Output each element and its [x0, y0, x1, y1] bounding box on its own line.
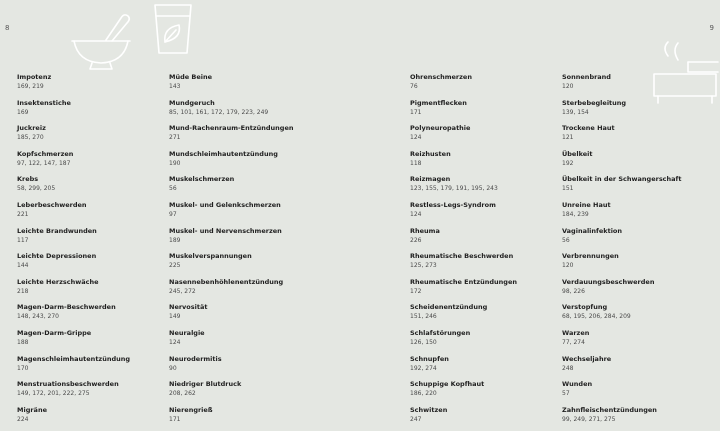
index-page-refs: 57 — [562, 390, 570, 398]
index-entry — [562, 124, 702, 150]
index-entry — [169, 303, 309, 329]
index-term: Mund-Rachenraum-Entzündungen — [169, 124, 294, 133]
index-term: Leichte Brandwunden — [17, 226, 97, 235]
page-number-right: 9 — [709, 24, 714, 32]
index-entry — [562, 406, 702, 431]
index-term: Leichte Herzschwäche — [17, 277, 99, 286]
index-page-refs: 97, 122, 147, 187 — [17, 159, 71, 167]
index-page-refs: 125, 273 — [410, 262, 437, 270]
index-term: Magen-Darm-Grippe — [17, 328, 92, 337]
index-term: Krebs — [17, 175, 39, 184]
index-page-refs: 76 — [410, 83, 418, 90]
index-page-refs: 226 — [410, 236, 422, 244]
index-term: Sonnenbrand — [562, 73, 611, 81]
index-term: Schuppige Kopfhaut — [410, 380, 485, 389]
index-page-refs: 117 — [17, 236, 29, 244]
index-page-refs: 225 — [169, 262, 181, 270]
index-page-refs: 151 — [562, 185, 574, 193]
index-term: Kopfschmerzen — [17, 149, 74, 158]
index-column-2 — [169, 73, 309, 431]
index-entry — [562, 278, 702, 304]
index-term: Zahnfleischentzündungen — [562, 405, 657, 414]
index-page-refs: 98, 226 — [562, 287, 585, 295]
index-entry — [562, 175, 702, 201]
index-term: Schnupfen — [410, 354, 449, 363]
index-page-refs: 188 — [17, 338, 29, 346]
index-term: Magenschleimhautentzündung — [17, 354, 131, 363]
index-entry — [17, 73, 157, 99]
index-term: Rheumatische Entzündungen — [410, 277, 517, 286]
index-entry — [562, 252, 702, 278]
index-entry — [410, 124, 550, 150]
index-page-refs: 224 — [17, 415, 29, 423]
index-entry — [562, 380, 702, 406]
index-page-refs: 90 — [169, 364, 177, 372]
index-page-refs: 124 — [410, 210, 422, 218]
index-entry — [410, 150, 550, 176]
index-entry — [17, 150, 157, 176]
index-entry — [17, 201, 157, 227]
index-term: Juckreiz — [17, 124, 46, 133]
index-entry — [169, 227, 309, 253]
index-entry — [410, 99, 550, 125]
index-term: Reizmagen — [410, 175, 451, 184]
index-page-refs: 123, 155, 179, 191, 195, 243 — [410, 185, 498, 193]
index-term: Menstruationsbeschwerden — [17, 380, 119, 389]
index-term: Schwitzen — [410, 405, 448, 414]
index-entry — [410, 303, 550, 329]
index-entry — [169, 73, 309, 99]
index-term: Muskelverspannungen — [169, 252, 252, 261]
index-column-3 — [410, 73, 550, 431]
index-term: Nasennebenhöhlenentzündung — [169, 277, 284, 286]
index-entry — [410, 201, 550, 227]
index-term: Nierengrieß — [169, 405, 213, 414]
index-term: Impotenz — [17, 73, 52, 81]
index-entry — [562, 201, 702, 227]
index-term: Reizhusten — [410, 149, 451, 158]
index-page-refs: 85, 101, 161, 172, 179, 223, 249 — [169, 108, 269, 116]
index-term: Mundschleimhautentzündung — [169, 149, 278, 158]
index-entry — [410, 380, 550, 406]
index-page-refs: 144 — [17, 262, 29, 270]
index-column-4 — [562, 73, 702, 431]
index-page-refs: 151, 246 — [410, 313, 437, 321]
index-term: Neurodermitis — [169, 354, 222, 363]
index-term: Schlafstörungen — [410, 328, 471, 337]
index-term: Niedriger Blutdruck — [169, 380, 242, 389]
index-entry — [410, 252, 550, 278]
index-page-refs: 170 — [17, 364, 29, 372]
index-entry — [17, 380, 157, 406]
index-term: Migräne — [17, 405, 47, 414]
index-page-refs: 218 — [17, 287, 29, 295]
index-term: Sterbebegleitung — [562, 98, 627, 107]
index-page-refs: 77, 274 — [562, 338, 585, 346]
index-page-refs: 185, 270 — [17, 134, 44, 142]
index-entry — [17, 227, 157, 253]
index-entry — [410, 175, 550, 201]
index-term: Trockene Haut — [562, 124, 615, 133]
index-term: Wunden — [562, 380, 593, 389]
index-entry — [562, 73, 702, 99]
index-entry — [410, 73, 550, 99]
index-term: Übelkeit in der Schwangerschaft — [562, 175, 682, 184]
index-term: Verbrennungen — [562, 252, 619, 261]
index-page-refs: 190 — [169, 159, 181, 167]
index-term: Nervosität — [169, 303, 208, 312]
index-entry — [169, 329, 309, 355]
index-page-refs: 271 — [169, 134, 181, 142]
index-page-refs: 99, 249, 271, 275 — [562, 415, 616, 423]
index-term: Verstopfung — [562, 303, 608, 312]
index-entry — [17, 278, 157, 304]
index-page-refs: 192, 274 — [410, 364, 437, 372]
index-page-refs: 139, 154 — [562, 108, 589, 116]
index-term: Magen-Darm-Beschwerden — [17, 303, 116, 312]
index-page-refs: 172 — [410, 287, 422, 295]
index-entry — [169, 278, 309, 304]
index-entry — [410, 227, 550, 253]
index-page-refs: 143 — [169, 83, 181, 90]
index-entry — [562, 303, 702, 329]
index-entry — [562, 227, 702, 253]
index-page-refs: 189 — [169, 236, 181, 244]
index-term: Scheidenentzündung — [410, 303, 488, 312]
index-entry — [169, 99, 309, 125]
index-entry — [169, 175, 309, 201]
index-page-refs: 248 — [562, 364, 574, 372]
index-term: Muskelschmerzen — [169, 175, 235, 184]
index-entry — [410, 329, 550, 355]
index-term: Muskel- und Nervenschmerzen — [169, 226, 282, 235]
index-term: Vaginalinfektion — [562, 226, 623, 235]
index-term: Unreine Haut — [562, 200, 611, 209]
index-page-refs: 169 — [17, 108, 29, 116]
index-page-refs: 192 — [562, 159, 574, 167]
index-page-refs: 149, 172, 201, 222, 275 — [17, 390, 90, 398]
index-term: Müde Beine — [169, 73, 213, 81]
index-page-refs: 169, 219 — [17, 83, 44, 90]
index-entry — [17, 355, 157, 381]
index-term: Pigmentflecken — [410, 98, 467, 107]
index-entry — [17, 99, 157, 125]
index-column-1 — [17, 73, 157, 431]
index-entry — [169, 124, 309, 150]
index-page-refs: 171 — [410, 108, 422, 116]
index-page-refs: 124 — [169, 338, 181, 346]
index-page-refs: 121 — [562, 134, 574, 142]
index-page-refs: 247 — [410, 415, 422, 423]
index-page-refs: 184, 239 — [562, 210, 589, 218]
index-entry — [169, 252, 309, 278]
index-page-refs: 186, 220 — [410, 390, 437, 398]
index-page-refs: 245, 272 — [169, 287, 196, 295]
index-entry — [169, 380, 309, 406]
index-page-refs: 208, 262 — [169, 390, 196, 398]
index-page-refs: 149 — [169, 313, 181, 321]
index-entry — [410, 355, 550, 381]
index-page-refs: 120 — [562, 83, 574, 90]
index-entry — [17, 252, 157, 278]
index-entry — [169, 406, 309, 431]
index-page-refs: 120 — [562, 262, 574, 270]
index-page-refs: 58, 299, 205 — [17, 185, 56, 193]
index-term: Wechseljahre — [562, 354, 612, 363]
index-term: Übelkeit — [562, 149, 593, 158]
index-entry — [562, 329, 702, 355]
index-entry — [169, 150, 309, 176]
index-term: Leberbeschwerden — [17, 200, 87, 209]
index-entry — [17, 329, 157, 355]
index-page-refs: 56 — [169, 185, 177, 193]
index-term: Mundgeruch — [169, 98, 215, 107]
index-term: Polyneuropathie — [410, 124, 471, 133]
index-entry — [17, 303, 157, 329]
index-term: Warzen — [562, 328, 590, 337]
index-entry — [562, 99, 702, 125]
index-page-refs: 118 — [410, 159, 422, 167]
index-entry — [169, 355, 309, 381]
index-entry — [17, 406, 157, 431]
index-entry — [410, 406, 550, 431]
index-entry — [562, 150, 702, 176]
index-entry — [410, 278, 550, 304]
index-entry — [169, 201, 309, 227]
index-page-refs: 97 — [169, 210, 177, 218]
index-page-refs: 124 — [410, 134, 422, 142]
index-term: Muskel- und Gelenkschmerzen — [169, 200, 281, 209]
index-entry — [17, 124, 157, 150]
index-term: Verdauungsbeschwerden — [562, 277, 655, 286]
index-term: Rheuma — [410, 226, 440, 235]
index-page-refs: 56 — [562, 236, 570, 244]
index-term: Insektenstiche — [17, 98, 71, 107]
index-entry — [17, 175, 157, 201]
index-page-refs: 68, 195, 206, 284, 209 — [562, 313, 631, 321]
index-term: Leichte Depressionen — [17, 252, 97, 261]
index-entry — [562, 355, 702, 381]
mortar-pestle-icon — [66, 10, 136, 72]
index-term: Restless-Legs-Syndrom — [410, 200, 496, 209]
index-page-refs: 148, 243, 270 — [17, 313, 59, 321]
page-number-left: 8 — [5, 24, 10, 32]
index-term: Rheumatische Beschwerden — [410, 252, 514, 261]
index-page-refs: 126, 150 — [410, 338, 437, 346]
index-term: Ohrenschmerzen — [410, 73, 472, 81]
index-page-refs: 221 — [17, 210, 29, 218]
water-glass-icon — [152, 2, 194, 56]
index-page-refs: 171 — [169, 415, 181, 423]
index-term: Neuralgie — [169, 328, 205, 337]
